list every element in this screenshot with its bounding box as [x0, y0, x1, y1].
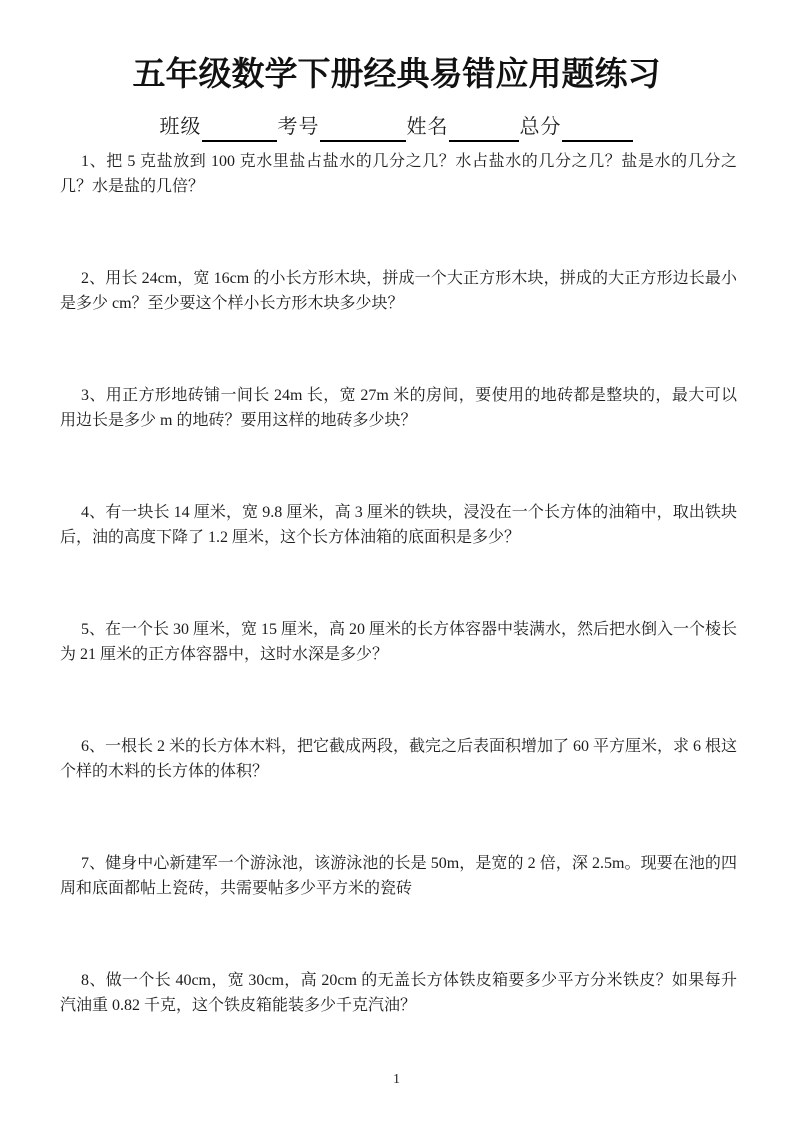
- problem-3: [60, 384, 737, 501]
- name-blank-line: [449, 114, 519, 142]
- class-blank-line: [202, 114, 277, 142]
- problem-2-text: 2、用长 24cm，宽 16cm 的小长方形木块，拼成一个大正方形木块，拼成的大正方形边长最小是多少 cm？至少要这个样小长方形木块多少块？: [60, 270, 737, 312]
- problem-8: [60, 969, 737, 1086]
- problem-1-text: 1、把 5 克盐放到 100 克水里盐占盐水的几分之几？水占盐水的几分之几？盐是水的几分之几？水是盐的几倍？: [60, 153, 737, 195]
- problem-4-text: 4、有一块长 14 厘米，宽 9.8 厘米，高 3 厘米的铁块，浸没在一个长方体的油箱中，取出铁块后，油的高度下降了 1.2 厘米，这个长方体油箱的底面积是多少？: [60, 504, 737, 546]
- problem-4: [60, 501, 737, 618]
- problem-4-answer-space: [60, 550, 737, 618]
- total-score-blank-line: [562, 114, 633, 142]
- problem-6-answer-space: [60, 784, 737, 852]
- class-label: 班级: [159, 116, 202, 138]
- problem-list: [60, 150, 737, 1086]
- problem-7-text: 7、健身中心新建军一个游泳池，该游泳池的长是 50m，是宽的 2 倍，深 2.5m。现要在池的四周和底面都帖上瓷砖，共需要帖多少平方米的瓷砖: [60, 855, 737, 897]
- problem-5: [60, 618, 737, 735]
- problem-6: [60, 735, 737, 852]
- problem-7: [60, 852, 737, 969]
- problem-6-text: 6、一根长 2 米的长方体木料，把它截成两段，截完之后表面积增加了 60 平方厘米，求 6 根这个样的木料的长方体的体积？: [60, 738, 737, 780]
- problem-2-answer-space: [60, 316, 737, 384]
- problem-3-answer-space: [60, 433, 737, 501]
- name-label: 姓名: [406, 116, 449, 138]
- problem-5-text: 5、在一个长 30 厘米，宽 15 厘米，高 20 厘米的长方体容器中装满水，然后把水倒入一个棱长为 21 厘米的正方体容器中，这时水深是多少？: [60, 621, 737, 663]
- page-title: 五年级数学下册经典易错应用题练习: [132, 55, 661, 92]
- problem-8-text: 8、做一个长 40cm，宽 30cm，高 20cm 的无盖长方体铁皮箱要多少平方分米铁皮？如果每升汽油重 0.82 千克，这个铁皮箱能装多少千克汽油？: [60, 972, 737, 1014]
- total-score-label: 总分: [519, 116, 562, 138]
- exam-number-blank-line: [320, 114, 406, 142]
- problem-3-text: 3、用正方形地砖铺一间长 24m 长，宽 27m 米的房间，要使用的地砖都是整块的，最大可以用边长是多少 m 的地砖？要用这样的地砖多少块？: [60, 387, 737, 429]
- problem-7-answer-space: [60, 901, 737, 969]
- exam-number-label: 考号: [277, 116, 320, 138]
- problem-2: [60, 267, 737, 384]
- student-info-row: [0, 112, 793, 142]
- page-number: 1: [393, 1072, 400, 1087]
- problem-1-answer-space: [60, 199, 737, 267]
- problem-5-answer-space: [60, 667, 737, 735]
- problem-1: [60, 150, 737, 267]
